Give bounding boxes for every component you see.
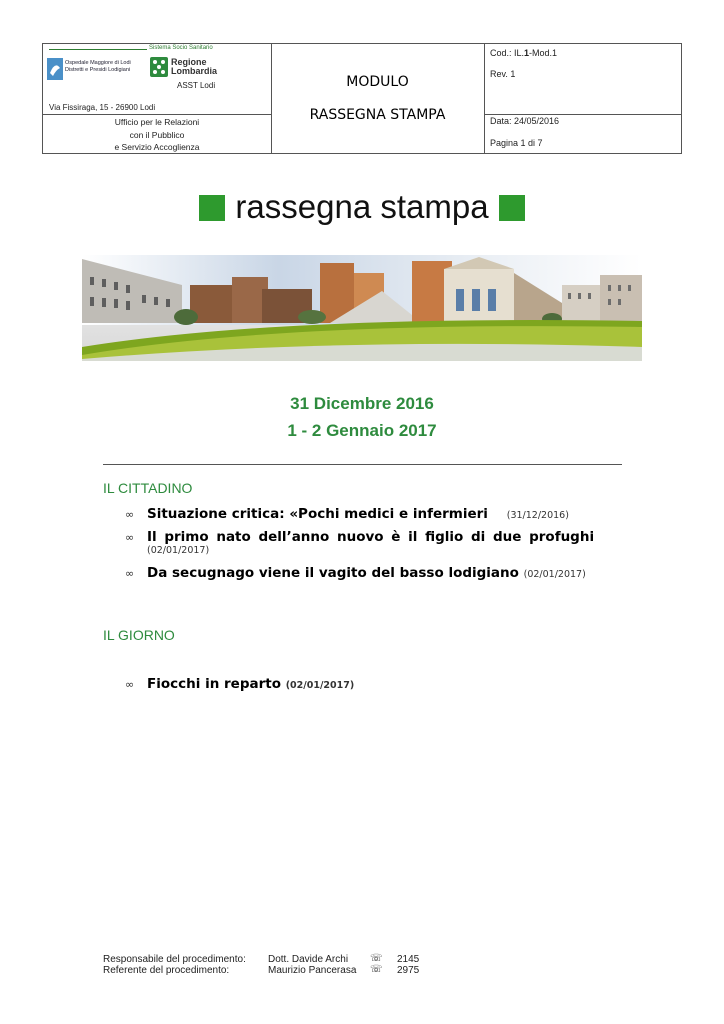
- list-item: [125, 565, 622, 583]
- separator-line: [103, 464, 622, 465]
- module-subtitle: RASSEGNA STAMPA: [309, 107, 446, 123]
- list-item: [125, 676, 622, 694]
- green-square-icon: [199, 195, 225, 221]
- article-date: (31/12/2016): [506, 510, 569, 521]
- date-range-line1: 31 Dicembre 2016: [290, 394, 434, 413]
- document-date: Data: 24/05/2016: [490, 116, 560, 126]
- regione-lombardia-logo-icon: [150, 57, 168, 77]
- footer-person: Maurizio Pancerasa: [268, 965, 357, 976]
- phone-icon: ☏: [370, 953, 383, 964]
- date-range-line2: 1 - 2 Gennaio 2017: [287, 421, 437, 440]
- article-date: (02/01/2017): [147, 545, 210, 556]
- section-title: IL CITTADINO: [103, 480, 193, 496]
- article-date: (02/01/2017): [285, 680, 355, 691]
- infinity-bullet-icon: ∞: [125, 567, 135, 580]
- article-title[interactable]: Situazione critica: «Pochi medici e infermieri (31/12/2016): [147, 506, 569, 522]
- address: Via Fissiraga, 15 - 26900 Lodi: [49, 103, 156, 112]
- infinity-bullet-icon: ∞: [125, 678, 135, 691]
- section-title: IL GIORNO: [103, 627, 175, 643]
- module-title: MODULO: [346, 74, 409, 90]
- footer-role: Responsabile del procedimento:: [103, 954, 246, 965]
- office-name: Ufficio per le Relazioni con il Pubblico e Servizio Accoglienza: [114, 117, 200, 152]
- system-label: Sistema Socio Sanitario: [149, 45, 213, 51]
- article-title[interactable]: Il primo nato dell’anno nuovo è il figlio di due profughi: [147, 529, 595, 545]
- page-title: rassegna stampa: [0, 188, 724, 226]
- asst-label: ASST Lodi: [177, 81, 216, 90]
- logo-area: [43, 44, 271, 114]
- document-code: Cod.: IL.1-Mod.1: [490, 48, 558, 58]
- list-item: [125, 529, 622, 557]
- infinity-bullet-icon: ∞: [125, 508, 135, 521]
- footer-role: Referente del procedimento:: [103, 965, 230, 976]
- page-number: Pagina 1 di 7: [490, 138, 543, 148]
- article-title[interactable]: Fiocchi in reparto (02/01/2017): [147, 676, 355, 692]
- footer-extension: 2145: [397, 954, 420, 965]
- hospital-logo-icon: [47, 58, 63, 80]
- article-title[interactable]: Da secugnago viene il vagito del basso lodigiano (02/01/2017): [147, 565, 586, 581]
- revision: Rev. 1: [490, 69, 516, 79]
- hospital-name: Ospedale Maggiore di Lodi Distretti e Presidi Lodigiani: [65, 60, 131, 73]
- article-date: (02/01/2017): [523, 569, 586, 580]
- infinity-bullet-icon: ∞: [125, 531, 135, 544]
- footer-extension: 2975: [397, 965, 420, 976]
- document-header: [42, 43, 682, 154]
- list-item: [125, 506, 622, 524]
- hospital-buildings-banner: [82, 255, 642, 361]
- footer-person: Dott. Davide Archi: [268, 954, 349, 965]
- region-name: Regione Lombardia: [171, 57, 218, 76]
- phone-icon: ☏: [370, 964, 383, 975]
- green-square-icon: [499, 195, 525, 221]
